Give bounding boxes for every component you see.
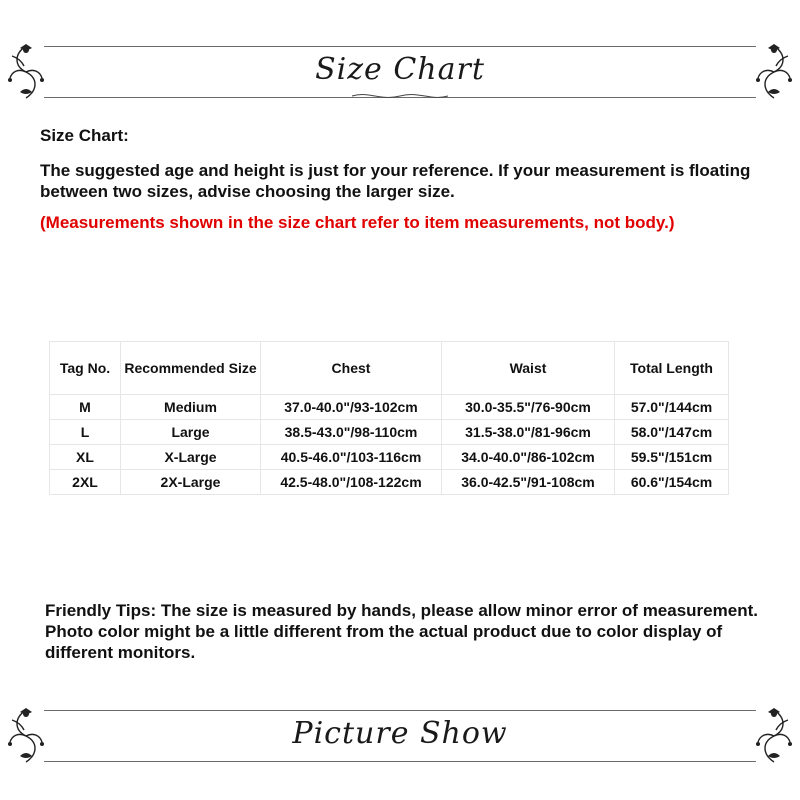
header-waist: Waist bbox=[442, 342, 615, 395]
cell-chest: 42.5-48.0"/108-122cm bbox=[261, 470, 442, 495]
cell-chest: 40.5-46.0"/103-116cm bbox=[261, 445, 442, 470]
cell-tag: XL bbox=[50, 445, 121, 470]
intro-section bbox=[40, 126, 760, 233]
table-header-row bbox=[50, 342, 729, 395]
cell-size: Large bbox=[121, 420, 261, 445]
header-total-length: Total Length bbox=[615, 342, 729, 395]
cell-waist: 34.0-40.0"/86-102cm bbox=[442, 445, 615, 470]
cell-tag: L bbox=[50, 420, 121, 445]
cell-tag: 2XL bbox=[50, 470, 121, 495]
table-row bbox=[50, 395, 729, 420]
cell-waist: 31.5-38.0"/81-96cm bbox=[442, 420, 615, 445]
measurement-note: (Measurements shown in the size chart refer to item measurements, not body.) bbox=[40, 213, 675, 232]
intro-paragraph: The suggested age and height is just for your reference. If your measurement is floating between two sizes, advise choosing the larger size. bbox=[40, 161, 751, 201]
banner-title: Size Chart bbox=[315, 52, 485, 87]
banner-title: Picture Show bbox=[292, 716, 508, 751]
cell-waist: 30.0-35.5"/76-90cm bbox=[442, 395, 615, 420]
cell-size: X-Large bbox=[121, 445, 261, 470]
cell-length: 58.0"/147cm bbox=[615, 420, 729, 445]
cell-tag: M bbox=[50, 395, 121, 420]
cell-chest: 37.0-40.0"/93-102cm bbox=[261, 395, 442, 420]
table-row bbox=[50, 420, 729, 445]
picture-show-banner bbox=[0, 706, 800, 766]
cell-waist: 36.0-42.5"/91-108cm bbox=[442, 470, 615, 495]
swirl-ornament-icon bbox=[350, 88, 450, 106]
size-chart-banner bbox=[0, 42, 800, 102]
header-tag-no: Tag No. bbox=[50, 342, 121, 395]
cell-size: 2X-Large bbox=[121, 470, 261, 495]
banner-bottom-rule bbox=[44, 761, 756, 762]
header-chest: Chest bbox=[261, 342, 442, 395]
table-row bbox=[50, 445, 729, 470]
friendly-tips: Friendly Tips: The size is measured by hands, please allow minor error of measurement. Photo color might be a little different from the actual product due to color display of different monitors. bbox=[45, 601, 758, 662]
cell-chest: 38.5-43.0"/98-110cm bbox=[261, 420, 442, 445]
banner-top-rule bbox=[44, 710, 756, 711]
banner-top-rule bbox=[44, 46, 756, 47]
cell-length: 60.6"/154cm bbox=[615, 470, 729, 495]
cell-length: 59.5"/151cm bbox=[615, 445, 729, 470]
cell-length: 57.0"/144cm bbox=[615, 395, 729, 420]
cell-size: Medium bbox=[121, 395, 261, 420]
section-heading: Size Chart: bbox=[40, 126, 129, 145]
table-row bbox=[50, 470, 729, 495]
size-table bbox=[49, 341, 729, 495]
header-recommended-size: Recommended Size bbox=[121, 342, 261, 395]
